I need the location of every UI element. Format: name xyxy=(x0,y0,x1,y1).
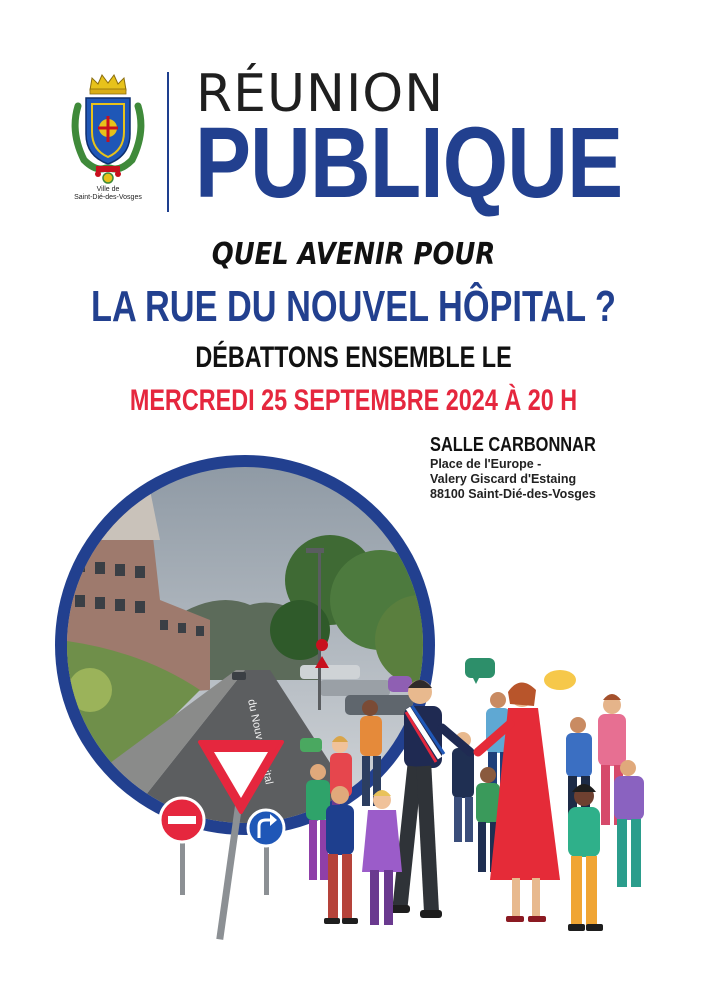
question-line1: QUEL AVENIR POUR xyxy=(211,237,496,272)
venue-address-line2: Valery Giscard d'Estaing xyxy=(430,472,577,486)
event-intro: DÉBATTONS ENSEMBLE LE xyxy=(195,341,512,374)
venue-name: SALLE CARBONNAR xyxy=(430,434,596,456)
logo-caption-line1: Ville de xyxy=(96,186,120,193)
venue-address-line3: 88100 Saint-Dié-des-Vosges xyxy=(430,487,596,501)
title-publique: PUBLIQUE xyxy=(195,107,623,219)
venue-address-line1: Place de l'Europe - xyxy=(430,457,542,471)
turn-right-sign-icon xyxy=(248,810,284,895)
event-date: MERCREDI 25 SEPTEMBRE 2024 À 20 H xyxy=(129,384,578,417)
logo-caption-line2: Saint-Dié-des-Vosges xyxy=(74,194,142,201)
question-line2: LA RUE DU NOUVEL HÔPITAL ? xyxy=(91,282,616,331)
title-reunion: RÉUNION xyxy=(196,64,445,124)
no-entry-sign-icon xyxy=(160,798,204,895)
